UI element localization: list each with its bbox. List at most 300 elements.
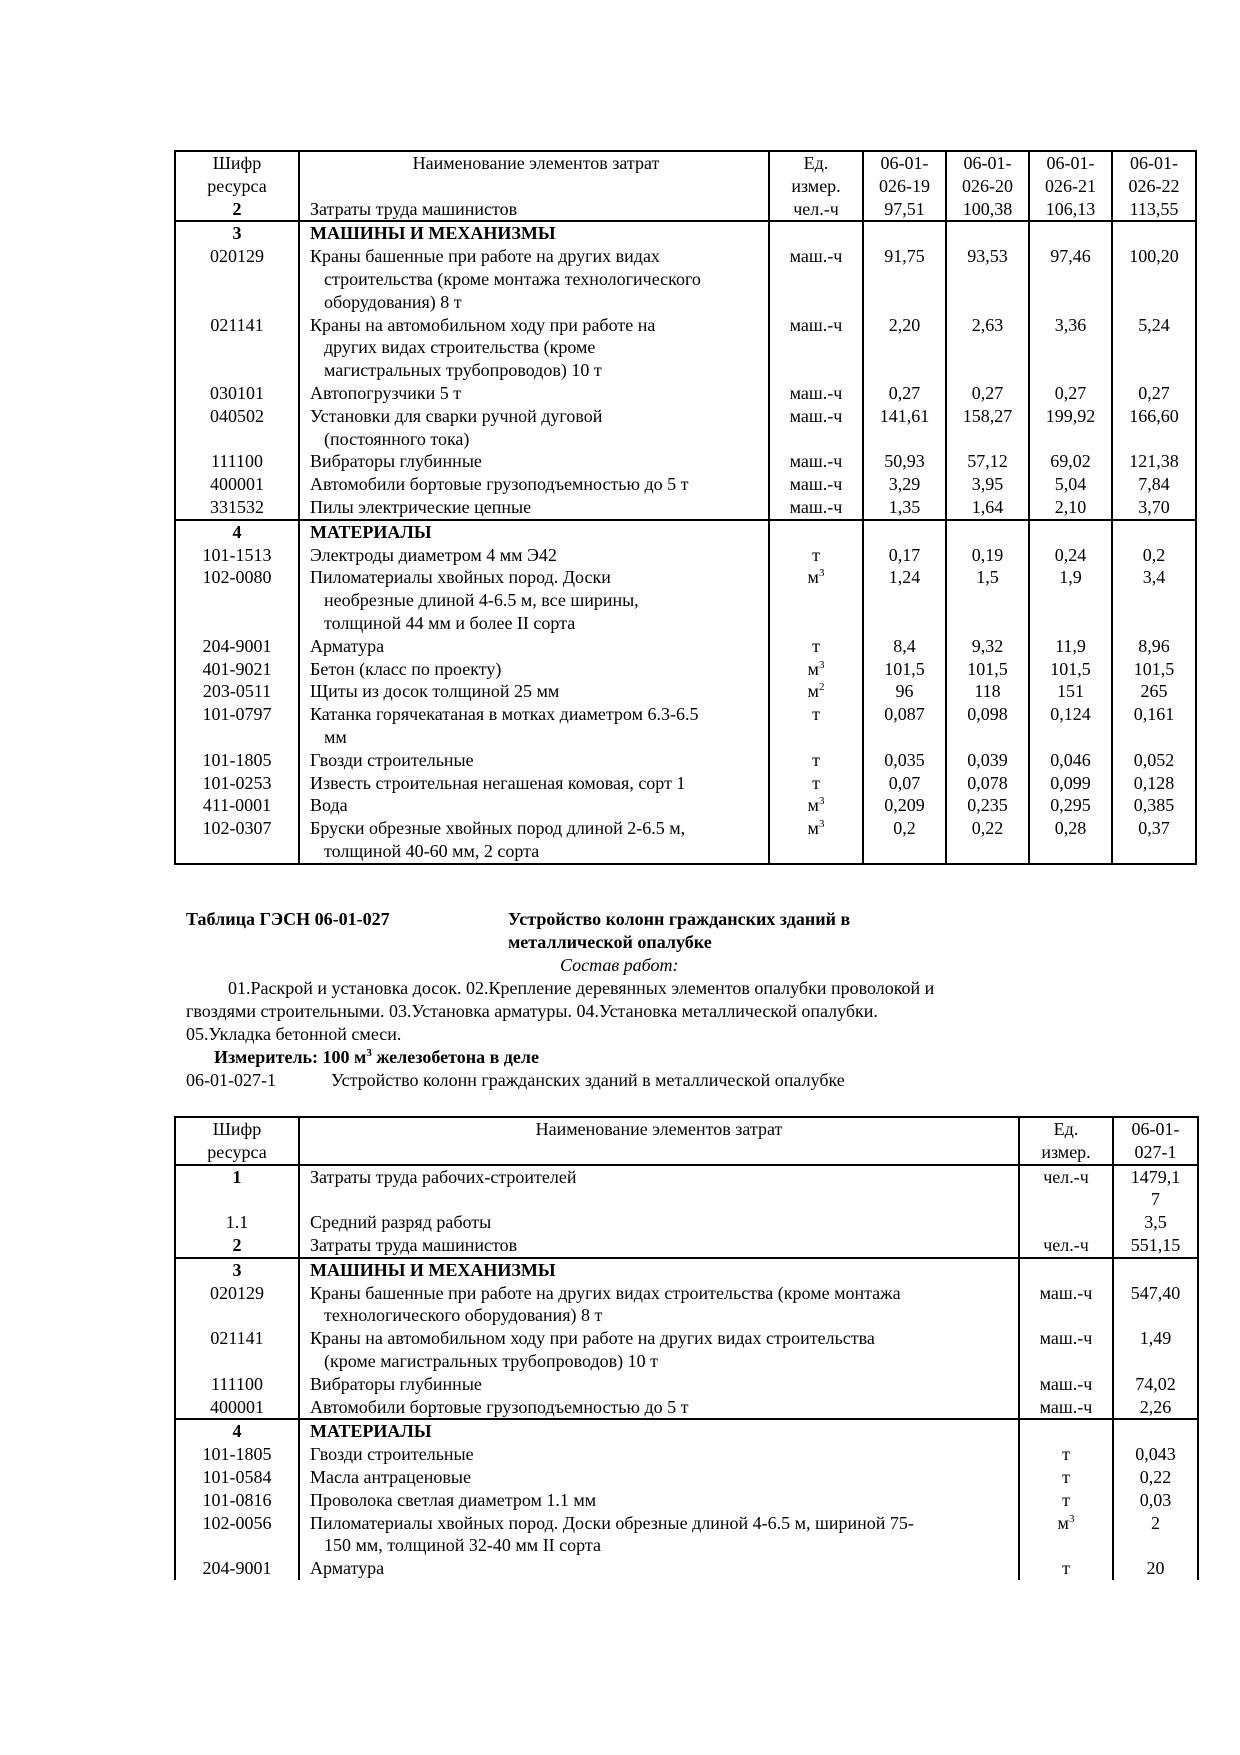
norm-value: 97,46 — [1029, 245, 1112, 313]
norm-value: 8,4 — [863, 635, 946, 658]
norm-value: 1,49 — [1113, 1327, 1198, 1373]
resource-code: 101-0584 — [175, 1466, 299, 1489]
norm-value: 0,043 — [1113, 1443, 1198, 1466]
norm-value: 11,9 — [1029, 635, 1112, 658]
resource-name — [299, 473, 769, 496]
norm-value: 1,64 — [946, 496, 1029, 520]
unit-cell — [1019, 1466, 1113, 1489]
text-line: Известь строительная негашеная комовая, сорт 1 — [310, 772, 686, 793]
table-row — [175, 794, 1196, 817]
text-line: 06-01- — [1131, 1119, 1180, 1139]
empty-cell — [1019, 1258, 1113, 1282]
unit-text: т — [812, 704, 820, 725]
norm-value: 3,95 — [946, 473, 1029, 496]
text-line: Бетон (класс по проекту) — [310, 658, 502, 679]
unit-cell — [769, 544, 863, 567]
norm-value: 0,28 — [1029, 817, 1112, 864]
section-title: МАТЕРИАЛЫ — [299, 520, 769, 544]
norm-value: 0,039 — [946, 749, 1029, 772]
composition-line: 05.Укладка бетонной смеси. — [186, 1023, 402, 1044]
text-line: Пиломатериалы хвойных пород. Доски — [310, 567, 611, 588]
section-title: МАШИНЫ И МЕХАНИЗМЫ — [299, 221, 769, 245]
norm-value: 1,35 — [863, 496, 946, 520]
norm-value: 101,5 — [1029, 658, 1112, 681]
table-title-line: металлической опалубке — [508, 931, 712, 952]
header-code — [175, 151, 299, 221]
section-title: МАШИНЫ И МЕХАНИЗМЫ — [299, 1258, 1019, 1282]
norm-value: 547,40 — [1113, 1282, 1198, 1328]
table-row — [175, 1373, 1198, 1396]
measure-suffix: железобетона в деле — [371, 1047, 539, 1067]
norm-value: 3,4 — [1112, 566, 1196, 634]
header-row — [175, 1117, 1198, 1165]
norm-value: 118 — [946, 680, 1029, 703]
norm-value: 0,17 — [863, 544, 946, 567]
header-norm-column — [863, 151, 946, 221]
norm-value: 93,53 — [946, 245, 1029, 313]
resource-code: 331532 — [175, 496, 299, 520]
resource-name — [299, 382, 769, 405]
resource-code: 102-0080 — [175, 566, 299, 634]
norm-value: 100,20 — [1112, 245, 1196, 313]
unit-cell — [769, 496, 863, 520]
norm-value: 0,27 — [946, 382, 1029, 405]
section-row — [175, 1258, 1198, 1282]
unit-text: маш.-ч — [1039, 1282, 1093, 1303]
table-row — [175, 1489, 1198, 1512]
table-row — [175, 473, 1196, 496]
header-norm-column — [1112, 151, 1196, 221]
norm-value: 5,24 — [1112, 314, 1196, 382]
norm-value — [1113, 1211, 1198, 1234]
text-line: (кроме магистральных трубопроводов) 10 т — [324, 1350, 658, 1371]
section-code: 3 — [175, 221, 299, 245]
empty-cell — [946, 221, 1029, 245]
composition-heading: Состав работ: — [560, 955, 679, 975]
norm-value: 2,20 — [863, 314, 946, 382]
text-line: технологического оборудования) 8 т — [324, 1305, 603, 1326]
resource-name — [299, 496, 769, 520]
text-line: 06-01- — [1046, 153, 1095, 173]
norm-value: 0,098 — [946, 703, 1029, 749]
resource-name — [299, 680, 769, 703]
empty-cell — [769, 520, 863, 544]
norm-value: 0,22 — [946, 817, 1029, 864]
text-line: Вибраторы глубинные — [310, 451, 482, 472]
norm-code: 06-01-027-1 — [186, 1070, 276, 1090]
unit-text: м — [807, 795, 819, 816]
empty-cell — [1113, 1258, 1198, 1282]
table-row — [175, 1557, 1198, 1580]
norm-value: 0,209 — [863, 794, 946, 817]
unit-text: т — [1062, 1558, 1070, 1579]
resource-code: 102-0307 — [175, 817, 299, 864]
row-unit: чел.-ч — [793, 198, 839, 219]
resource-name — [299, 245, 769, 313]
unit-cell — [769, 405, 863, 451]
resource-code: 020129 — [175, 1282, 299, 1328]
resource-name — [299, 772, 769, 795]
text-line: Шифр — [212, 1119, 262, 1139]
unit-superscript: 3 — [1068, 1512, 1075, 1525]
measure-superscript: 3 — [366, 1047, 372, 1059]
unit-cell — [1019, 1282, 1113, 1328]
row-value: 106,13 — [1045, 198, 1096, 219]
table-row — [175, 496, 1196, 520]
resource-name — [299, 1512, 1019, 1558]
row-name: Затраты труда машинистов — [310, 198, 518, 219]
unit-cell — [769, 245, 863, 313]
table-row — [175, 635, 1196, 658]
section-row — [175, 221, 1196, 245]
norm-value: 20 — [1113, 1557, 1198, 1580]
norm-value: 1,5 — [946, 566, 1029, 634]
text-line: 026-19 — [879, 175, 930, 196]
text-line: Шифр — [212, 153, 262, 173]
unit-text: т — [812, 635, 820, 656]
resource-name — [299, 405, 769, 451]
unit-cell — [769, 794, 863, 817]
table-row — [175, 544, 1196, 567]
table-row — [175, 703, 1196, 749]
text-line: 551,15 — [1130, 1234, 1181, 1255]
resource-name — [299, 703, 769, 749]
unit-cell: чел.-ч — [1019, 1165, 1113, 1212]
norm-value — [1113, 1165, 1198, 1212]
text-line: толщиной 44 мм и более II сорта — [324, 612, 576, 633]
norm-value: 1,24 — [863, 566, 946, 634]
resource-code: 101-0253 — [175, 772, 299, 795]
table-row — [175, 314, 1196, 382]
unit-cell — [769, 680, 863, 703]
table-row — [175, 658, 1196, 681]
norm-name: Устройство колонн гражданских зданий в металлической опалубке — [331, 1070, 845, 1090]
resource-name — [299, 1165, 1019, 1212]
norm-value: 3,70 — [1112, 496, 1196, 520]
resource-name — [299, 1443, 1019, 1466]
header-norm-column — [946, 151, 1029, 221]
resource-code: 101-0797 — [175, 703, 299, 749]
header-name — [299, 151, 769, 221]
text-line: 1479,1 — [1130, 1166, 1181, 1187]
empty-cell — [1112, 221, 1196, 245]
norm-value: 5,04 — [1029, 473, 1112, 496]
norm-value: 0,19 — [946, 544, 1029, 567]
section-row — [175, 1419, 1198, 1443]
resource-code: 101-1805 — [175, 749, 299, 772]
text-line: толщиной 40-60 мм, 2 сорта — [324, 840, 540, 861]
table-row — [175, 1234, 1198, 1258]
resource-name — [299, 749, 769, 772]
unit-text: т — [812, 772, 820, 793]
unit-cell — [769, 817, 863, 864]
norm-value — [1113, 1234, 1198, 1258]
resource-name — [299, 1282, 1019, 1328]
norm-value: 0,035 — [863, 749, 946, 772]
table-row — [175, 450, 1196, 473]
norm-value: 9,32 — [946, 635, 1029, 658]
table-title-line: Устройство колонн гражданских зданий в — [508, 909, 851, 929]
text-line: Электроды диаметром 4 мм Э42 — [310, 544, 557, 565]
resource-name — [299, 1234, 1019, 1258]
text-line: ресурса — [207, 175, 267, 196]
table-row — [175, 1282, 1198, 1328]
unit-text: маш.-ч — [789, 496, 843, 517]
norm-value: 0,27 — [863, 382, 946, 405]
norm-value: 3,29 — [863, 473, 946, 496]
text-line: Краны башенные при работе на других видах — [310, 246, 660, 267]
resource-code: 111100 — [175, 450, 299, 473]
unit-text: маш.-ч — [789, 246, 843, 267]
norm-value: 265 — [1112, 680, 1196, 703]
norm-value: 0,078 — [946, 772, 1029, 795]
unit-text: маш.-ч — [789, 382, 843, 403]
norm-value: 0,27 — [1029, 382, 1112, 405]
norm-value: 2,26 — [1113, 1396, 1198, 1420]
resource-name — [299, 544, 769, 567]
header-unit — [769, 151, 863, 221]
norm-value: 7,84 — [1112, 473, 1196, 496]
table-row — [175, 1512, 1198, 1558]
table-row — [175, 1396, 1198, 1420]
composition-line: гвоздями строительными. 03.Установка арматуры. 04.Установка металлической опалубки. — [186, 1000, 878, 1021]
text-line: Автопогрузчики 5 т — [310, 382, 462, 403]
table-row — [175, 1211, 1198, 1234]
resource-code: 204-9001 — [175, 1557, 299, 1580]
section-code: 4 — [175, 1419, 299, 1443]
norm-value: 0,046 — [1029, 749, 1112, 772]
unit-text: м — [807, 658, 819, 679]
empty-cell — [1029, 221, 1112, 245]
unit-text: м — [807, 681, 819, 702]
norm-value: 199,92 — [1029, 405, 1112, 451]
norm-value: 101,5 — [863, 658, 946, 681]
unit-cell — [769, 703, 863, 749]
unit-text: т — [1062, 1466, 1070, 1487]
resource-code: 101-1513 — [175, 544, 299, 567]
text-line: строительства (кроме монтажа технологического — [324, 268, 701, 289]
text-line: оборудования) 8 т — [324, 291, 462, 312]
resource-name — [299, 450, 769, 473]
unit-cell — [769, 314, 863, 382]
text-line: ресурса — [207, 1141, 267, 1162]
norm-value: 96 — [863, 680, 946, 703]
measure-unit — [214, 1046, 539, 1069]
resource-name — [299, 794, 769, 817]
row-value: 113,55 — [1129, 198, 1179, 219]
table-row — [175, 1327, 1198, 1373]
section-code: 3 — [175, 1258, 299, 1282]
resource-table-06-01-027 — [174, 1116, 1199, 1580]
text-line: 3,5 — [1144, 1212, 1167, 1233]
unit-text: т — [1062, 1444, 1070, 1465]
resource-code: 411-0001 — [175, 794, 299, 817]
unit-cell — [1019, 1557, 1113, 1580]
table-row — [175, 772, 1196, 795]
text-line: 026-21 — [1045, 175, 1096, 196]
unit-text: т — [812, 749, 820, 770]
norm-value: 0,03 — [1113, 1489, 1198, 1512]
resource-name — [299, 1396, 1019, 1420]
row-value: 100,38 — [962, 198, 1013, 219]
text-line: Затраты труда рабочих-строителей — [310, 1166, 577, 1187]
table-row — [175, 1165, 1198, 1212]
resource-code: 400001 — [175, 473, 299, 496]
norm-value: 0,161 — [1112, 703, 1196, 749]
norm-value: 166,60 — [1112, 405, 1196, 451]
unit-cell — [769, 382, 863, 405]
unit-text: маш.-ч — [789, 405, 843, 426]
norm-value: 0,27 — [1112, 382, 1196, 405]
section-title: МАТЕРИАЛЫ — [299, 1419, 1019, 1443]
norm-value: 0,2 — [1112, 544, 1196, 567]
section-code: 4 — [175, 520, 299, 544]
norm-value: 0,235 — [946, 794, 1029, 817]
resource-code: 030101 — [175, 382, 299, 405]
row-code: 2 — [232, 198, 242, 219]
unit-text: маш.-ч — [1039, 1373, 1093, 1394]
text-line: 06-01- — [880, 153, 929, 173]
resource-table-06-01-026 — [174, 150, 1197, 865]
resource-name — [299, 1211, 1019, 1234]
unit-cell — [769, 473, 863, 496]
resource-code: 1.1 — [175, 1211, 299, 1234]
unit-cell — [769, 749, 863, 772]
header-code — [175, 1117, 299, 1165]
text-line: 06-01- — [1130, 153, 1178, 173]
resource-code: 111100 — [175, 1373, 299, 1396]
text-line: (постоянного тока) — [324, 428, 470, 449]
text-line: 027-1 — [1134, 1141, 1177, 1162]
table-title — [508, 908, 850, 954]
section-row — [175, 520, 1196, 544]
unit-text: т — [812, 544, 820, 565]
table-row — [175, 1466, 1198, 1489]
resource-code: 203-0511 — [175, 680, 299, 703]
resource-code: 102-0056 — [175, 1512, 299, 1558]
norm-value: 0,295 — [1029, 794, 1112, 817]
norm-value: 69,02 — [1029, 450, 1112, 473]
text-line: Ед. — [803, 153, 829, 173]
unit-cell — [769, 635, 863, 658]
resource-name — [299, 1373, 1019, 1396]
text-line: Установки для сварки ручной дуговой — [310, 405, 603, 426]
table-row — [175, 749, 1196, 772]
unit-cell — [769, 450, 863, 473]
resource-code: 021141 — [175, 1327, 299, 1373]
text-line: Катанка горячекатаная в мотках диаметром 6.3-6.5 — [310, 704, 699, 725]
resource-code: 204-9001 — [175, 635, 299, 658]
norm-value: 0,124 — [1029, 703, 1112, 749]
unit-cell — [1019, 1211, 1113, 1234]
empty-cell — [1112, 520, 1196, 544]
row-value: 97,51 — [884, 198, 925, 219]
header-name-label: Наименование элементов затрат — [412, 153, 660, 173]
text-line: Бруски обрезные хвойных пород длиной 2-6.5 м, — [310, 818, 686, 839]
unit-superscript: 3 — [818, 818, 825, 831]
table-row — [175, 566, 1196, 634]
norm-value: 0,24 — [1029, 544, 1112, 567]
measure-prefix: Измеритель: 100 м — [214, 1047, 367, 1067]
resource-name — [299, 314, 769, 382]
resource-code: 021141 — [175, 314, 299, 382]
text-line: Пилы электрические цепные — [310, 496, 532, 517]
norm-value: 0,385 — [1112, 794, 1196, 817]
header-row — [175, 151, 1196, 221]
text-line: Средний разряд работы — [310, 1212, 492, 1233]
unit-cell — [769, 658, 863, 681]
unit-cell — [1019, 1396, 1113, 1420]
text-line: Вода — [310, 795, 348, 816]
text-line: мм — [324, 726, 347, 747]
composition-line: 01.Раскрой и установка досок. 02.Крепление деревянных элементов опалубки проволокой и — [228, 978, 935, 998]
norm-value: 101,5 — [1112, 658, 1196, 681]
text-line: Гвозди строительные — [310, 749, 474, 770]
header-name: Наименование элементов затрат — [299, 1117, 1019, 1165]
header-norm-column — [1113, 1117, 1198, 1165]
text-line: 026-20 — [962, 175, 1013, 196]
norm-value: 151 — [1029, 680, 1112, 703]
norm-value: 141,61 — [863, 405, 946, 451]
unit-text: маш.-ч — [1039, 1396, 1093, 1417]
norm-value: 0,052 — [1112, 749, 1196, 772]
unit-text: маш.-ч — [789, 474, 843, 495]
unit-text: маш.-ч — [1039, 1328, 1093, 1349]
norm-value: 74,02 — [1113, 1373, 1198, 1396]
norm-value: 0,099 — [1029, 772, 1112, 795]
text-line: Краны на автомобильном ходу при работе на других видах строительства — [310, 1328, 875, 1349]
text-line: Вибраторы глубинные — [310, 1373, 482, 1394]
text-line: измер. — [1041, 1141, 1091, 1162]
resource-name — [299, 1466, 1019, 1489]
empty-cell — [863, 520, 946, 544]
text-line: Проволока светлая диаметром 1.1 мм — [310, 1489, 597, 1510]
text-line: магистральных трубопроводов) 10 т — [324, 360, 602, 381]
unit-cell — [1019, 1327, 1113, 1373]
empty-cell — [946, 520, 1029, 544]
text-line: Пиломатериалы хвойных пород. Доски обрезные длиной 4-6.5 м, шириной 75- — [310, 1512, 914, 1533]
resource-code: 020129 — [175, 245, 299, 313]
unit-cell — [1019, 1489, 1113, 1512]
unit-superscript: 2 — [818, 681, 825, 694]
resource-name — [299, 635, 769, 658]
empty-cell — [769, 221, 863, 245]
unit-text: м — [1057, 1512, 1069, 1533]
empty-cell — [1113, 1419, 1198, 1443]
resource-name — [299, 1557, 1019, 1580]
norm-value: 2 — [1113, 1512, 1198, 1558]
unit-cell — [769, 566, 863, 634]
norm-value: 8,96 — [1112, 635, 1196, 658]
text-line: 7 — [1151, 1189, 1160, 1210]
text-line: Ед. — [1053, 1119, 1079, 1139]
norm-value: 101,5 — [946, 658, 1029, 681]
resource-code: 400001 — [175, 1396, 299, 1420]
norm-value: 1,9 — [1029, 566, 1112, 634]
resource-name — [299, 817, 769, 864]
text-line: 026-22 — [1128, 175, 1180, 196]
text-line: Арматура — [310, 635, 385, 656]
empty-cell — [863, 221, 946, 245]
resource-name — [299, 1327, 1019, 1373]
unit-superscript: 3 — [818, 658, 825, 671]
text-line: необрезные длиной 4-6.5 м, все ширины, — [324, 590, 639, 611]
text-line: 06-01- — [963, 153, 1012, 173]
header-norm-column — [1029, 151, 1112, 221]
text-line: Автомобили бортовые грузоподъемностью до 5 т — [310, 474, 689, 495]
resource-code: 040502 — [175, 405, 299, 451]
text-line: Масла антраценовые — [310, 1466, 471, 1487]
